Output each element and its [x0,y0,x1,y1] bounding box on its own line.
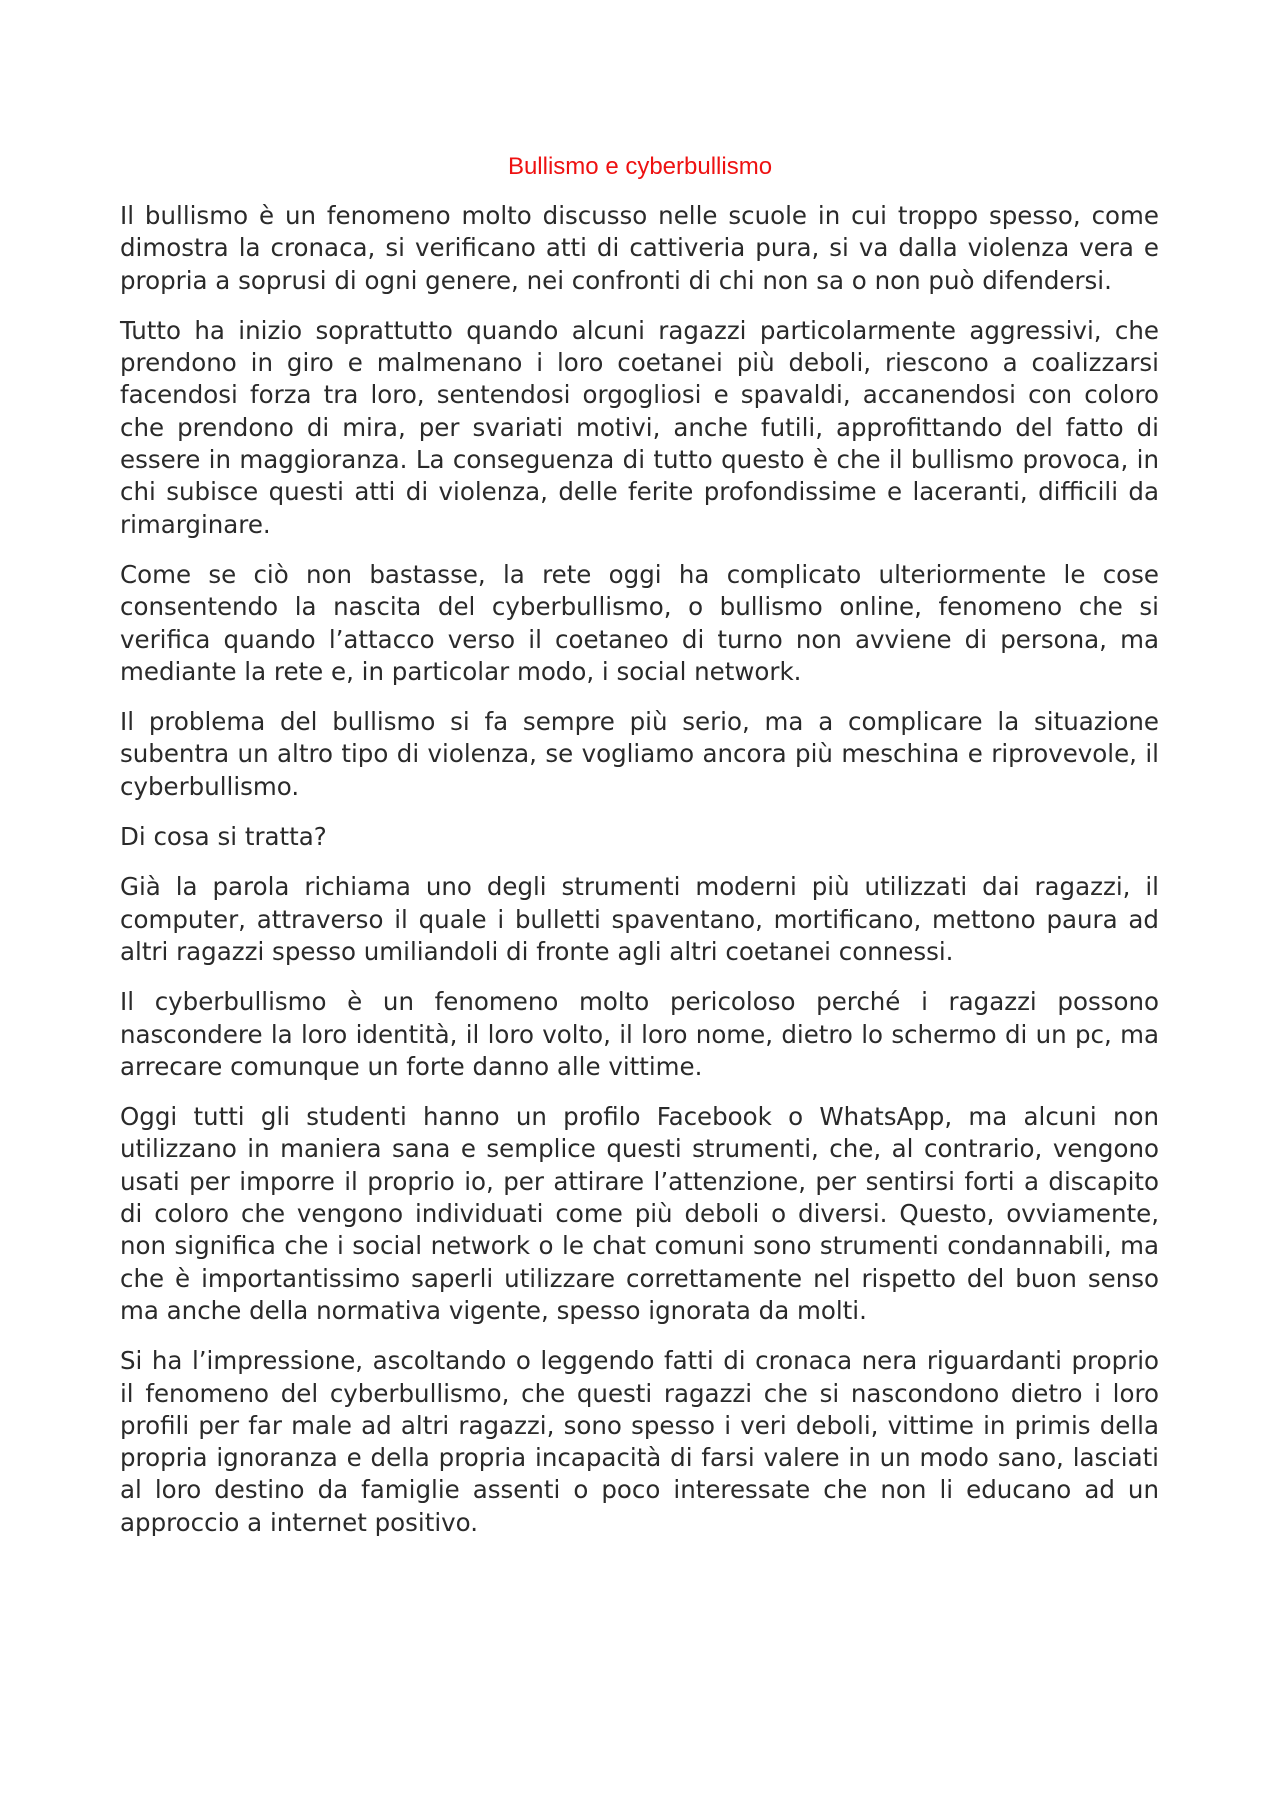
paragraph-8: Oggi tutti gli studenti hanno un profilo Facebook o WhatsApp, ma alcuni non utilizzano in maniera sana e semplice questi strumenti, che, al contrario, vengono usati per imporre il proprio io, per attirare l’attenzione, per sentirsi forti a discapito di coloro che vengono individuati come più deboli o diversi. Questo, ovviamente, non significa che i social network o le chat comuni sono strumenti condannabili, ma che è importantissimo saperli utilizzare correttamente nel rispetto del buon senso ma anche della normativa vigente, spesso ignorata da molti. [120,1102,1159,1325]
paragraph-2: Tutto ha inizio soprattutto quando alcuni ragazzi particolarmente aggressivi, che prendono in giro e malmenano i loro coetanei più deboli, riescono a coalizzarsi facendosi forza tra loro, sentendosi orgogliosi e spavaldi, accanendosi con coloro che prendono di mira, per svariati motivi, anche futili, approfittando del fatto di essere in maggioranza. La conseguenza di tutto questo è che il bullismo provoca, in chi subisce questi atti di violenza, delle ferite profondissime e laceranti, difficili da rimarginare. [120,315,1159,539]
document-title: Bullismo e cyberbullismo [507,153,773,180]
paragraph-1: Il bullismo è un fenomeno molto discusso nelle scuole in cui troppo spesso, come dimostra la cronaca, si verificano atti di cattiveria pura, si va dalla violenza vera e propria a soprusi di ogni genere, nei confronti di chi non sa o non può difendersi. [120,201,1159,295]
paragraph-9: Si ha l’impressione, ascoltando o leggendo fatti di cronaca nera riguardanti proprio il fenomeno del cyberbullismo, che questi ragazzi che si nascondono dietro i loro profili per far male ad altri ragazzi, sono spesso i veri deboli, vittime in primis della propria ignoranza e della propria incapacità di farsi valere in un modo sano, lasciati al loro destino da famiglie assenti o poco interessate che non li educano ad un approccio a internet positivo. [120,1346,1159,1537]
paragraph-6: Già la parola richiama uno degli strumenti moderni più utilizzati dai ragazzi, il computer, attraverso il quale i bulletti spaventano, mortificano, mettono paura ad altri ragazzi spesso umiliandoli di fronte agli altri coetanei connessi. [120,872,1159,966]
paragraph-4: Il problema del bullismo si fa sempre più serio, ma a complicare la situazione subentra un altro tipo di violenza, se vogliamo ancora più meschina e riprovevole, il cyberbullismo. [120,707,1159,801]
document-body [120,200,1159,1557]
paragraph-7: Il cyberbullismo è un fenomeno molto pericoloso perché i ragazzi possono nascondere la loro identità, il loro volto, il loro nome, dietro lo schermo di un pc, ma arrecare comunque un forte danno alle vittime. [120,987,1159,1081]
paragraph-5: Di cosa si tratta? [120,822,327,852]
paragraph-3: Come se ciò non bastasse, la rete oggi ha complicato ulteriormente le cose consentendo la nascita del cyberbullismo, o bullismo online, fenomeno che si verifica quando l’attacco verso il coetaneo di turno non avviene di persona, ma mediante la rete e, in particolar modo, i social network. [120,559,1159,686]
